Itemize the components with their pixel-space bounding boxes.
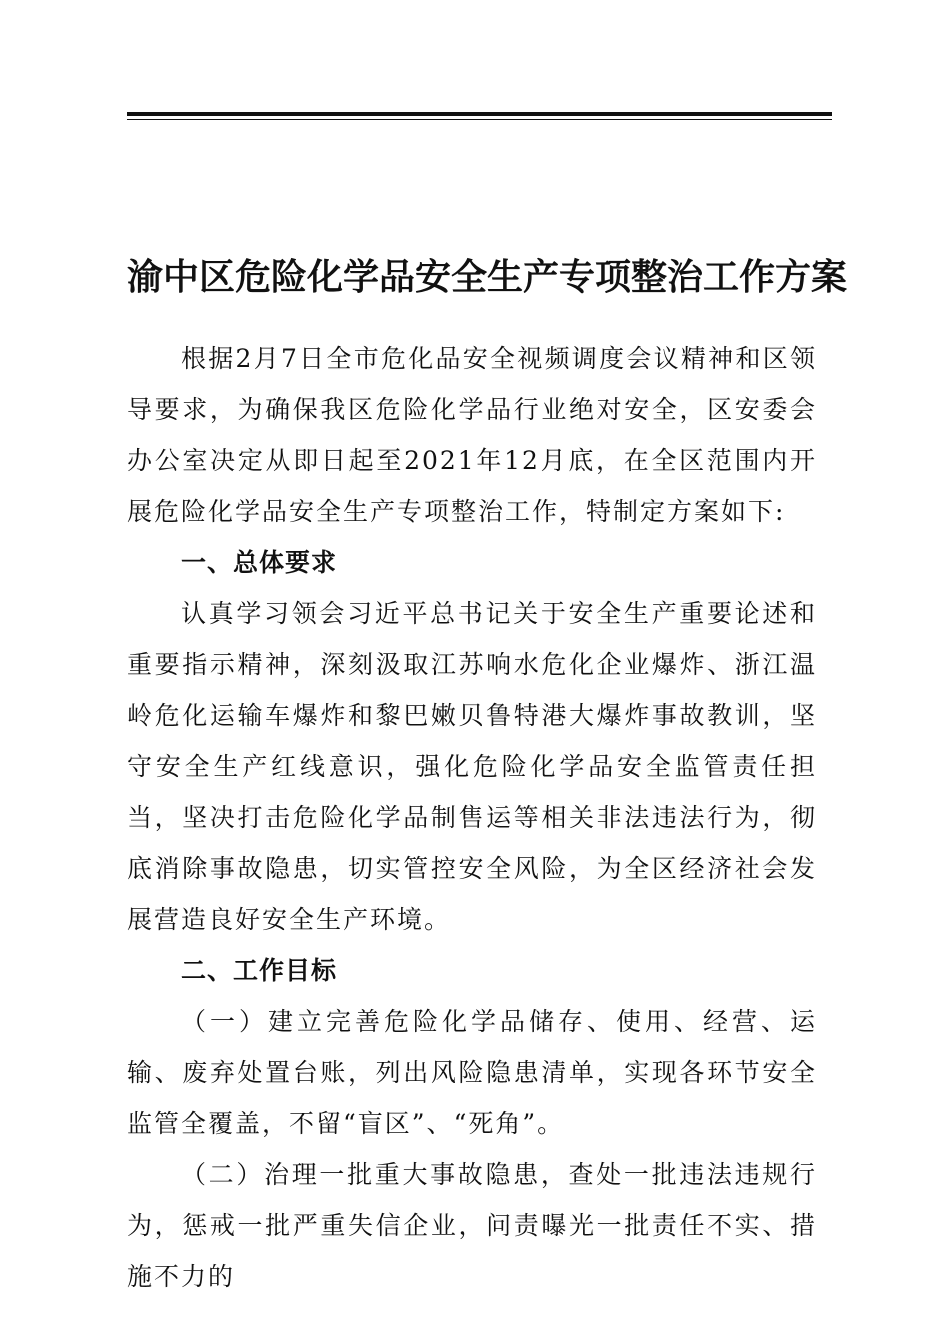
intro-paragraph: 根据2月7日全市危化品安全视频调度会议精神和区领导要求，为确保我区危险化学品行业绝对安全，区安委会办公室决定从即日起至2021年12月底，在全区范围内开展危险化学品安全生产专项整治工作，特制定方案如下:: [127, 344, 817, 526]
section-heading-overall-requirements: 一、总体要求: [181, 548, 338, 577]
document-title: 渝中区危险化学品安全生产专项整治工作方案: [127, 256, 848, 299]
work-goal-item-1: （一）建立完善危险化学品储存、使用、经营、运输、废弃处置台账，列出风险隐患清单，实现各环节安全监管全覆盖，不留“盲区”、“死角”。: [127, 1007, 817, 1138]
document-body: [127, 333, 817, 1302]
section-heading-work-goals: 二、工作目标: [181, 956, 338, 985]
header-double-rule-thin: [127, 119, 832, 120]
work-goal-item-2: （二）治理一批重大事故隐患，查处一批违法违规行为，惩戒一批严重失信企业，问责曝光一批责任不实、措施不力的: [127, 1160, 817, 1291]
section-paragraph-overall-requirements: 认真学习领会习近平总书记关于安全生产重要论述和重要指示精神，深刻汲取江苏响水危化企业爆炸、浙江温岭危化运输车爆炸和黎巴嫩贝鲁特港大爆炸事故教训，坚守安全生产红线意识，强化危险化学品安全监管责任担当，坚决打击危险化学品制售运等相关非法违法行为，彻底消除事故隐患，切实管控安全风险，为全区经济社会发展营造良好安全生产环境。: [127, 599, 817, 934]
header-double-rule-thick: [127, 112, 832, 116]
